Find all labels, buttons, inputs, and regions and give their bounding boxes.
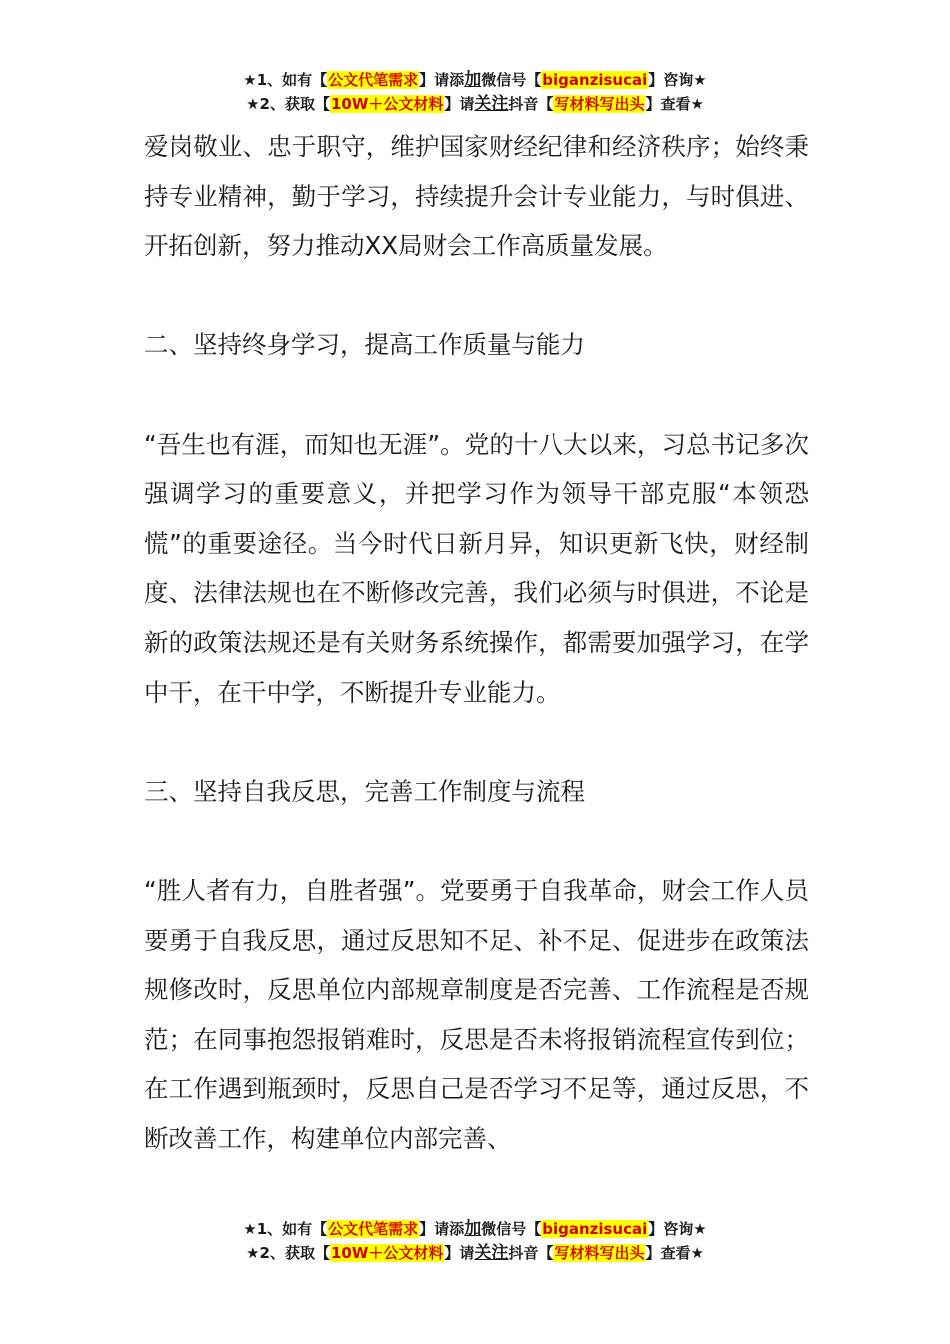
promo-highlight: 10W＋公文材料 <box>330 95 444 113</box>
douyin-account: 写材料写出头 <box>554 95 645 113</box>
douyin-account: 写材料写出头 <box>554 1244 645 1262</box>
footer-promo-banner <box>0 1217 950 1265</box>
header-promo-banner <box>0 68 950 116</box>
paragraph-1: 爱岗敬业、忠于职守，维护国家财经纪律和经济秩序；始终秉持专业精神，勤于学习，持续提升会计专业能力，与时俱进、开拓创新，努力推动XX局财会工作高质量发展。 <box>144 132 809 261</box>
promo-line-2: ★2、获取【10W＋公文材料】请关注抖音【写材料写出头】查看★ <box>246 94 704 114</box>
promo-highlight: 公文代笔需求 <box>328 1220 419 1238</box>
promo-highlight: 公文代笔需求 <box>328 71 419 89</box>
promo-line-1: ★1、如有【公文代笔需求】请添加微信号【biganzisucai】咨询★ <box>243 1219 707 1239</box>
promo-line-1: ★1、如有【公文代笔需求】请添加微信号【biganzisucai】咨询★ <box>243 70 707 90</box>
promo-line-2: ★2、获取【10W＋公文材料】请关注抖音【写材料写出头】查看★ <box>246 1243 704 1263</box>
section-heading-3: 三、坚持自我反思，完善工作制度与流程 <box>144 776 585 806</box>
document-body <box>144 122 809 1163</box>
section-heading-2: 二、坚持终身学习，提高工作质量与能力 <box>144 330 585 360</box>
paragraph-2: “吾生也有涯，而知也无涯”。党的十八大以来，习总书记多次强调学习的重要意义，并把学习作为领导干部克服“本领恐慌”的重要途径。当今时代日新月异，知识更新飞快，财经制度、法律法规也在不断修改完善，我们必须与时俱进，不论是新的政策法规还是有关财务系统操作，都需要加强学习，在学中干，在干中学，不断提升专业能力。 <box>144 429 809 707</box>
wechat-id: biganzisucai <box>542 1220 648 1238</box>
promo-highlight: 10W＋公文材料 <box>330 1244 444 1262</box>
wechat-id: biganzisucai <box>542 71 648 89</box>
paragraph-3: “胜人者有力，自胜者强”。党要勇于自我革命，财会工作人员要勇于自我反思，通过反思知不足、补不足、促进步在政策法规修改时，反思单位内部规章制度是否完善、工作流程是否规范；在同事抱怨报销难时，反思是否未将报销流程宣传到位；在工作遇到瓶颈时，反思自己是否学习不足等，通过反思，不断改善工作，构建单位内部完善、 <box>144 875 809 1153</box>
